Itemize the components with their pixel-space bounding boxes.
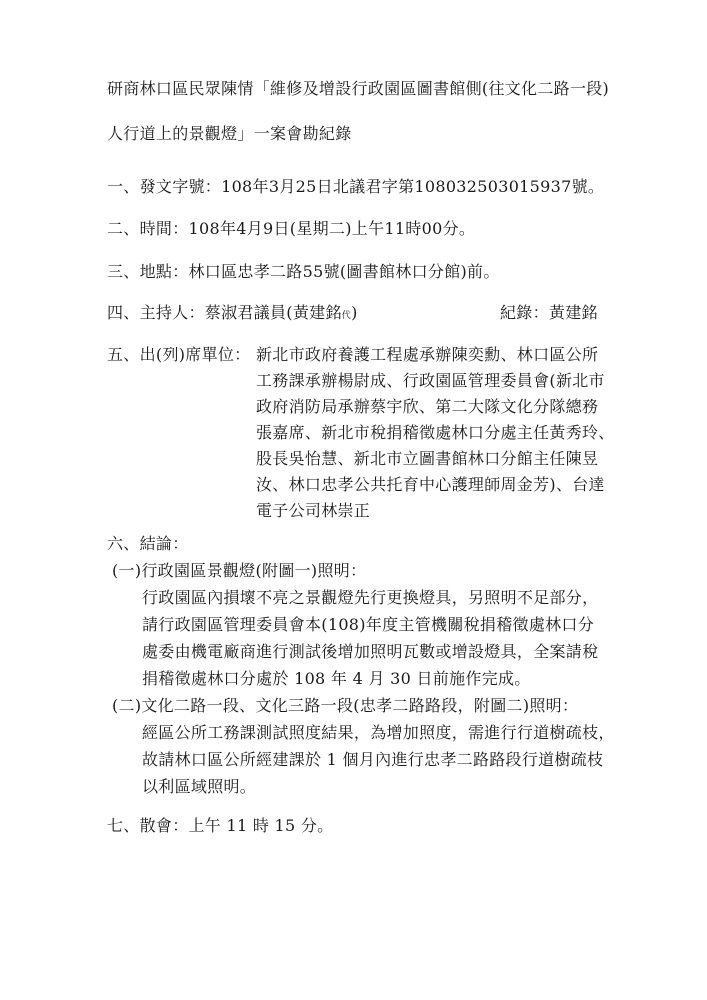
attendees-line: 新北市政府養護工程處承辦陳奕勳、林口區公所 — [256, 345, 599, 364]
attendees-line: 股長吳怡慧、新北市立圖書館林口分館主任陳昱 — [256, 449, 599, 468]
adjourn: 七、散會：上午 11 時 15 分。 — [107, 816, 334, 835]
title-line-2: 人行道上的景觀燈」一案會勘紀錄 — [107, 124, 352, 143]
recorder: 紀錄：黃建銘 — [500, 303, 598, 322]
conclusion-2-heading: (二)文化二路一段、文化三路一段(忠孝二路路段，附圖二)照明： — [112, 696, 579, 715]
attendees-label: 五、出(列)席單位： — [107, 345, 251, 364]
attendees-line: 張嘉席、新北市稅捐稽徵處林口分處主任黃秀玲、 — [256, 423, 615, 442]
attendees-line: 政府消防局承辦蔡宇欣、第二大隊文化分隊總務 — [256, 397, 599, 416]
host-suffix: ) — [351, 303, 358, 322]
attendees-line: 電子公司林崇正 — [256, 501, 371, 520]
conclusion-2-line: 經區公所工務課測試照度結果，為增加照度，需進行行道樹疏枝， — [142, 723, 615, 742]
host — [107, 302, 358, 327]
conclusion-2-line: 故請林口區公所經建課於 1 個月內進行忠孝二路路段行道樹疏枝 — [142, 750, 604, 769]
conclusion-1-line: 捐稽徵處林口分處於 108 年 4 月 30 日前施作完成。 — [142, 669, 531, 688]
attendees-line: 汝、林口忠孝公共托育中心護理師周金芳)、台達 — [256, 475, 605, 494]
meeting-time: 二、時間：108年4月9日(星期二)上午11時00分。 — [107, 219, 476, 238]
conclusion-label: 六、結論： — [107, 534, 189, 553]
meeting-location: 三、地點：林口區忠孝二路55號(圖書館林口分館)前。 — [107, 262, 500, 281]
doc-number: 一、發文字號：108年3月25日北議君字第108032503015937號。 — [107, 177, 605, 196]
conclusion-1-heading: (一)行政園區景觀燈(附圖一)照明： — [112, 561, 367, 580]
attendees-line: 工務課承辦楊尉成、行政園區管理委員會(新北市 — [256, 371, 605, 390]
conclusion-1-line: 處委由機電廠商進行測試後增加照明瓦數或增設燈具，全案請稅 — [142, 642, 599, 661]
conclusion-1-line: 行政園區內損壞不亮之景觀燈先行更換燈具，另照明不足部分， — [142, 588, 599, 607]
conclusion-2-line: 以利區域照明。 — [142, 777, 257, 796]
host-proxy-mark: 代 — [341, 311, 352, 321]
host-prefix: 四、主持人：蔡淑君議員(黃建銘 — [107, 303, 342, 322]
conclusion-1-line: 請行政園區管理委員會本(108)年度主管機關稅捐稽徵處林口分 — [142, 615, 595, 634]
title-line-1: 研商林口區民眾陳情「維修及增設行政園區圖書館側(往文化二路一段) — [107, 79, 610, 98]
